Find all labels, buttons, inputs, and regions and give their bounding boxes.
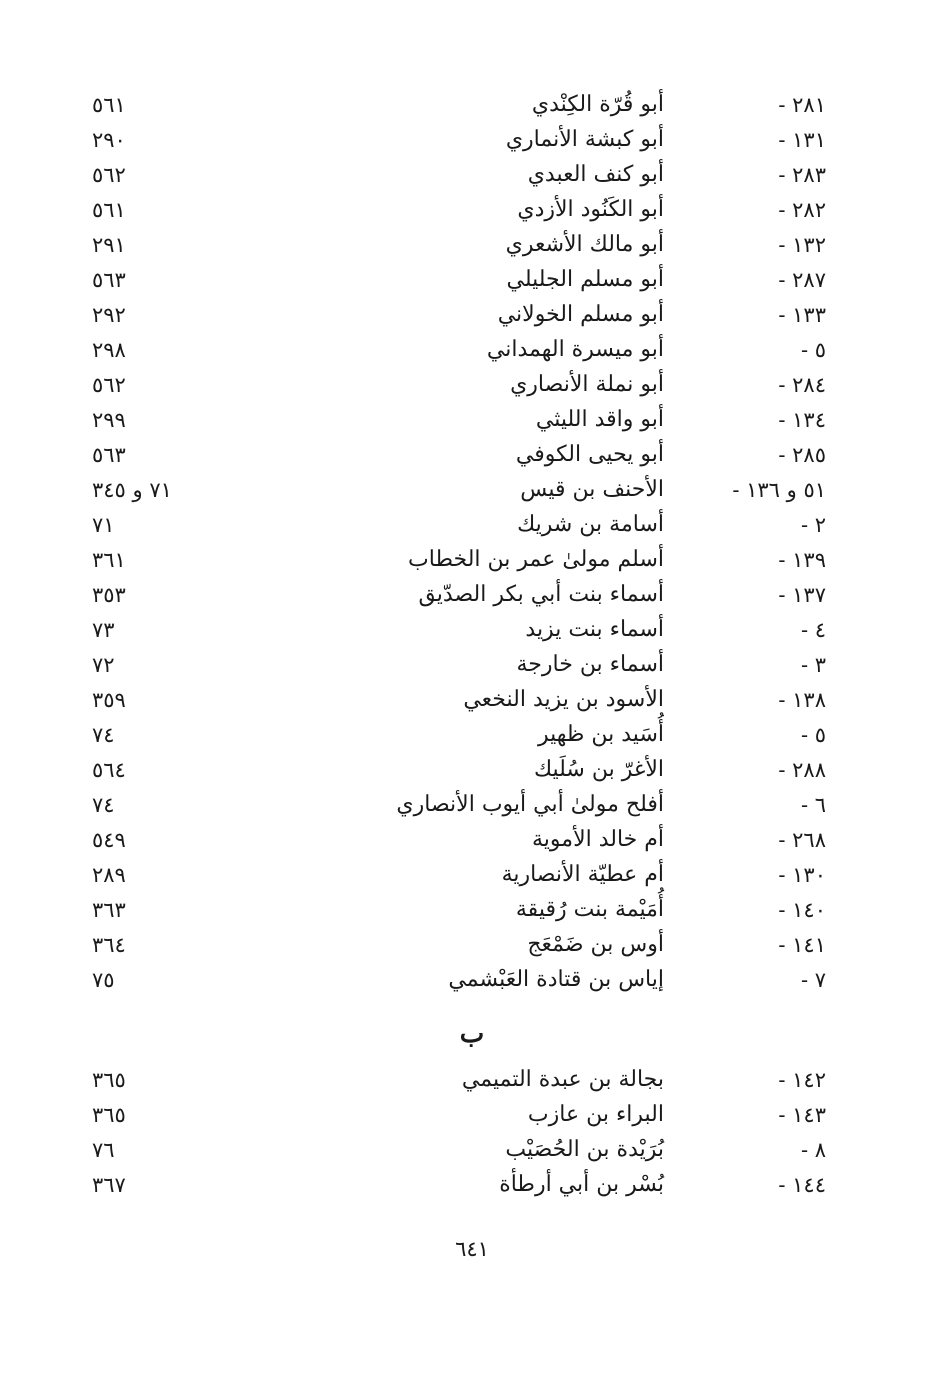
entry-number: ٢ -: [800, 513, 826, 537]
entry-number: ١٤٢ -: [778, 1068, 826, 1092]
index-entry: [0, 123, 944, 157]
entry-number: ٢٨٥ -: [778, 443, 826, 467]
entry-number: ١٣٣ -: [778, 303, 826, 327]
entry-page: ٥٦٣: [92, 268, 126, 292]
entry-name: أوس بن ضَمْعَج: [527, 932, 664, 957]
index-entry: [0, 1098, 944, 1132]
entry-number: ٧ -: [800, 968, 826, 992]
entry-number: ٢٨٨ -: [778, 758, 826, 782]
entry-name: الأغرّ بن سُلَيك: [533, 757, 664, 782]
entry-name: أبو مسلم الجليلي: [506, 267, 664, 292]
entry-page: ٥٦٢: [92, 373, 126, 397]
entry-name: أبو الكَنُود الأزدي: [517, 197, 664, 222]
entry-page: ٢٩١: [92, 233, 126, 257]
entry-name: البراء بن عازب: [527, 1102, 664, 1127]
index-entry: [0, 298, 944, 332]
entry-page: ٣٥٣: [92, 583, 126, 607]
entry-name: أبو مالك الأشعري: [505, 232, 664, 257]
index-entry: [0, 158, 944, 192]
entry-page: ٢٩٨: [92, 338, 126, 362]
entry-name: بُسْر بن أبي أرطأة: [499, 1172, 664, 1197]
entry-number: ١٣٧ -: [778, 583, 826, 607]
index-entry: [0, 543, 944, 577]
entry-name: أبو واقد الليثي: [535, 407, 664, 432]
entry-number: ١٣٩ -: [778, 548, 826, 572]
section-heading: ب: [459, 1019, 485, 1049]
entry-number: ٢٨٧ -: [778, 268, 826, 292]
entry-name: الأحنف بن قيس: [520, 477, 664, 502]
entry-number: ٥١ و ١٣٦ -: [732, 478, 826, 502]
entry-name: أسماء بن خارجة: [516, 652, 664, 677]
entry-number: ٥ -: [800, 338, 826, 362]
entry-name: أبو يحيى الكوفي: [515, 442, 664, 467]
entry-number: ٢٨٣ -: [778, 163, 826, 187]
entry-page: ٧١ و ٣٤٥: [92, 478, 172, 502]
entry-page: ٥٦٣: [92, 443, 126, 467]
entry-number: ١٤٤ -: [778, 1173, 826, 1197]
entry-number: ٢٨٤ -: [778, 373, 826, 397]
index-entry: [0, 718, 944, 752]
entry-name: أبو ميسرة الهمداني: [486, 337, 664, 362]
index-entry: [0, 508, 944, 542]
index-entry: [0, 893, 944, 927]
entry-number: ٢٨٢ -: [778, 198, 826, 222]
entry-page: ٢٩٩: [92, 408, 126, 432]
entry-page: ٣٦١: [92, 548, 126, 572]
entry-page: ٥٦١: [92, 93, 126, 117]
index-entry: [0, 753, 944, 787]
entry-number: ١٣٢ -: [778, 233, 826, 257]
index-entry: [0, 613, 944, 647]
entry-name: أسماء بنت أبي بكر الصدّيق: [418, 582, 664, 607]
entry-name: أبو كنف العبدي: [527, 162, 664, 187]
entry-page: ٣٦٥: [92, 1103, 126, 1127]
entry-name: أبو مسلم الخولاني: [497, 302, 664, 327]
entry-name: إياس بن قتادة العَبْشمي: [448, 967, 664, 992]
entry-name: بجالة بن عبدة التميمي: [461, 1067, 664, 1092]
index-entry: [0, 368, 944, 402]
entry-name: أُمَيْمة بنت رُقيقة: [515, 897, 664, 922]
entry-page: ٥٤٩: [92, 828, 126, 852]
entry-name: الأسود بن يزيد النخعي: [463, 687, 664, 712]
entry-name: أفلح مولىٰ أبي أيوب الأنصاري: [396, 792, 664, 817]
index-entry: [0, 438, 944, 472]
index-entry: [0, 1133, 944, 1167]
entry-name: أبو قُرّة الكِنْدي: [531, 92, 664, 117]
index-entry: [0, 228, 944, 262]
entry-name: أبو كبشة الأنماري: [505, 127, 664, 152]
entry-name: أُسَيد بن ظهير: [537, 722, 664, 747]
entry-page: ٢٩٢: [92, 303, 126, 327]
entry-number: ٣ -: [800, 653, 826, 677]
index-entry: [0, 403, 944, 437]
index-entry: [0, 648, 944, 682]
entry-number: ١٣٤ -: [778, 408, 826, 432]
index-entry: [0, 333, 944, 367]
entry-name: أم عطيّة الأنصارية: [501, 862, 664, 887]
entry-page: ٧٤: [92, 793, 115, 817]
entry-name: أسماء بنت يزيد: [525, 617, 664, 642]
index-entry: [0, 858, 944, 892]
index-entry: [0, 193, 944, 227]
entry-page: ٧٦: [92, 1138, 115, 1162]
entry-page: ٧٢: [92, 653, 115, 677]
entry-name: أبو نملة الأنصاري: [510, 372, 664, 397]
index-entry: [0, 683, 944, 717]
entry-name: بُرَيْدة بن الحُصَيْب: [505, 1137, 664, 1162]
entry-page: ٣٦٤: [92, 933, 126, 957]
entry-page: ٥٦١: [92, 198, 126, 222]
entry-number: ٨ -: [800, 1138, 826, 1162]
index-entry: [0, 473, 944, 507]
index-entry: [0, 928, 944, 962]
entry-page: ٣٥٩: [92, 688, 126, 712]
index-entry: [0, 263, 944, 297]
entry-number: ٢٨١ -: [778, 93, 826, 117]
entry-number: ١٣٨ -: [778, 688, 826, 712]
index-entry: [0, 1168, 944, 1202]
entry-number: ٥ -: [800, 723, 826, 747]
entry-page: ٧٤: [92, 723, 115, 747]
entry-page: ٣٦٥: [92, 1068, 126, 1092]
entry-page: ٣٦٧: [92, 1173, 126, 1197]
entry-name: أسامة بن شريك: [517, 512, 664, 537]
index-entry: [0, 963, 944, 997]
index-entry: [0, 788, 944, 822]
index-entry: [0, 823, 944, 857]
entry-number: ١٣٠ -: [778, 863, 826, 887]
entry-page: ٥٦٢: [92, 163, 126, 187]
entry-page: ٧١: [92, 513, 115, 537]
entry-number: ١٤١ -: [778, 933, 826, 957]
entry-number: ٤ -: [800, 618, 826, 642]
page-number: ٦٤١: [455, 1237, 489, 1261]
entry-name: أسلم مولىٰ عمر بن الخطاب: [408, 547, 664, 572]
entry-page: ٢٨٩: [92, 863, 126, 887]
entry-name: أم خالد الأموية: [532, 827, 664, 852]
entry-number: ١٣١ -: [778, 128, 826, 152]
entry-page: ٧٥: [92, 968, 115, 992]
entry-number: ١٤٠ -: [778, 898, 826, 922]
entry-page: ٢٩٠: [92, 128, 126, 152]
entry-page: ٣٦٣: [92, 898, 126, 922]
entry-page: ٧٣: [92, 618, 115, 642]
entry-number: ١٤٣ -: [778, 1103, 826, 1127]
entry-page: ٥٦٤: [92, 758, 126, 782]
entry-number: ٢٦٨ -: [778, 828, 826, 852]
index-entry: [0, 88, 944, 122]
index-entry: [0, 1063, 944, 1097]
entry-number: ٦ -: [800, 793, 826, 817]
index-entry: [0, 578, 944, 612]
